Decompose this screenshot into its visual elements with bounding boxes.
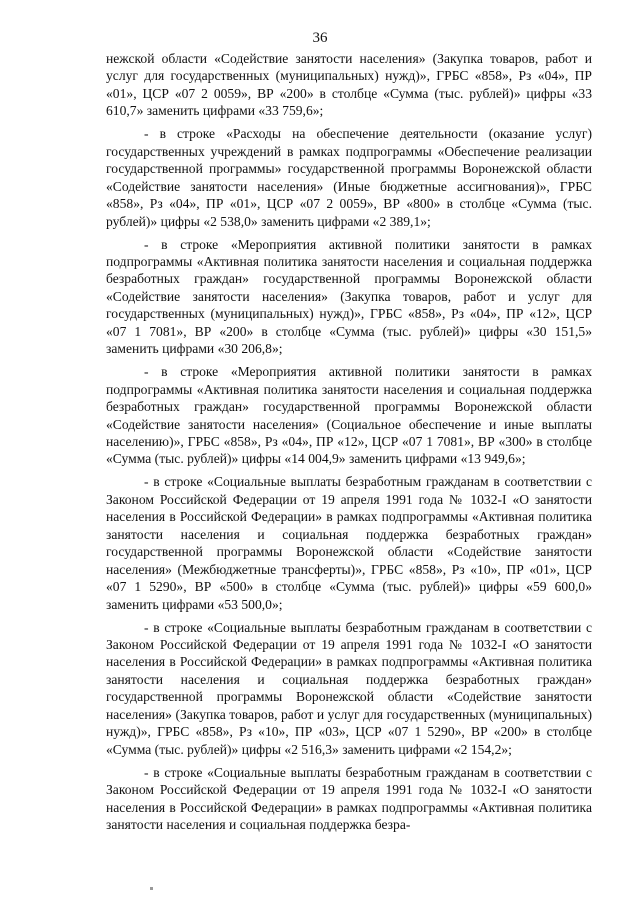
paragraph: - в строке «Социальные выплаты безработным гражданам в соответствии с Законом Российской Федерации от 19 апреля 1991 года № 1032-I «О занятости населения в Российской Федерации» в рамках подпрограммы «Активная политика занятости населения и социальная поддержка безра-: [106, 764, 592, 833]
paragraph: - в строке «Мероприятия активной политики занятости в рамках подпрограммы «Активная политика занятости населения и социальная поддержка безработных граждан» государственной программы Воронежской области «Содействие занятости населения» (Закупка товаров, работ и услуг для государственных (муниципальных) нужд)», ГРБС «858», Рз «04», ПР «12», ЦСР «07 1 7081», ВР «200» в столбце «Сумма (тыс. рублей)» цифры «30 151,5» заменить цифрами «30 206,8»;: [106, 236, 592, 357]
paragraph: - в строке «Социальные выплаты безработным гражданам в соответствии с Законом Российской Федерации от 19 апреля 1991 года № 1032-I «О занятости населения в Российской Федерации» в рамках подпрограммы «Активная политика занятости населения и социальная поддержка безработных граждан» государственной программы Воронежской области «Содействие занятости населения» (Межбюджетные трансферты)», ГРБС «858», Рз «10», ПР «01», ЦСР «07 1 5290», ВР «500» в столбце «Сумма (тыс. рублей)» цифры «59 600,0» заменить цифрами «53 500,0»;: [106, 474, 592, 612]
paragraph: - в строке «Мероприятия активной политики занятости в рамках подпрограммы «Активная политика занятости населения и социальная поддержка безработных граждан» государственной программы Воронежской области «Содействие занятости населения» (Социальное обеспечение и иные выплаты населению)», ГРБС «858», Рз «04», ПР «12», ЦСР «07 1 7081», ВР «300» в столбце «Сумма (тыс. рублей)» цифры «14 004,9» заменить цифрами «13 949,6»;: [106, 364, 592, 467]
paragraph: - в строке «Социальные выплаты безработным гражданам в соответствии с Законом Российской Федерации от 19 апреля 1991 года № 1032-I «О занятости населения в Российской Федерации» в рамках подпрограммы «Активная политика занятости населения и социальная поддержка безработных граждан» государственной программы Воронежской области «Содействие занятости населения» (Закупка товаров, работ и услуг для государственных (муниципальных) нужд)», ГРБС «858», Рз «10», ПР «03», ЦСР «07 1 5290», ВР «200» в столбце «Сумма (тыс. рублей)» цифры «2 516,3» заменить цифрами «2 154,2»;: [106, 619, 592, 757]
paragraph: - в строке «Расходы на обеспечение деятельности (оказание услуг) государственных учреждений в рамках подпрограммы «Обеспечение реализации государственной программы» государственной программы Воронежской области «Содействие занятости населения» (Иные бюджетные ассигнования)», ГРБС «858», Рз «04», ПР «01», ЦСР «07 2 0059», ВР «800» в столбце «Сумма (тыс. рублей)» цифры «2 538,0» заменить цифрами «2 389,1»;: [106, 126, 592, 229]
document-body: [106, 50, 592, 833]
scan-dot: [150, 887, 153, 890]
page-number: 36: [312, 30, 328, 46]
paragraph-continuation: нежской области «Содействие занятости населения» (Закупка товаров, работ и услуг для государственных (муниципальных) нужд)», ГРБС «858», Рз «04», ПР «01», ЦСР «07 2 0059», ВР «200» в столбце «Сумма (тыс. рублей)» цифры «33 610,7» заменить цифрами «33 759,6»;: [106, 51, 592, 119]
